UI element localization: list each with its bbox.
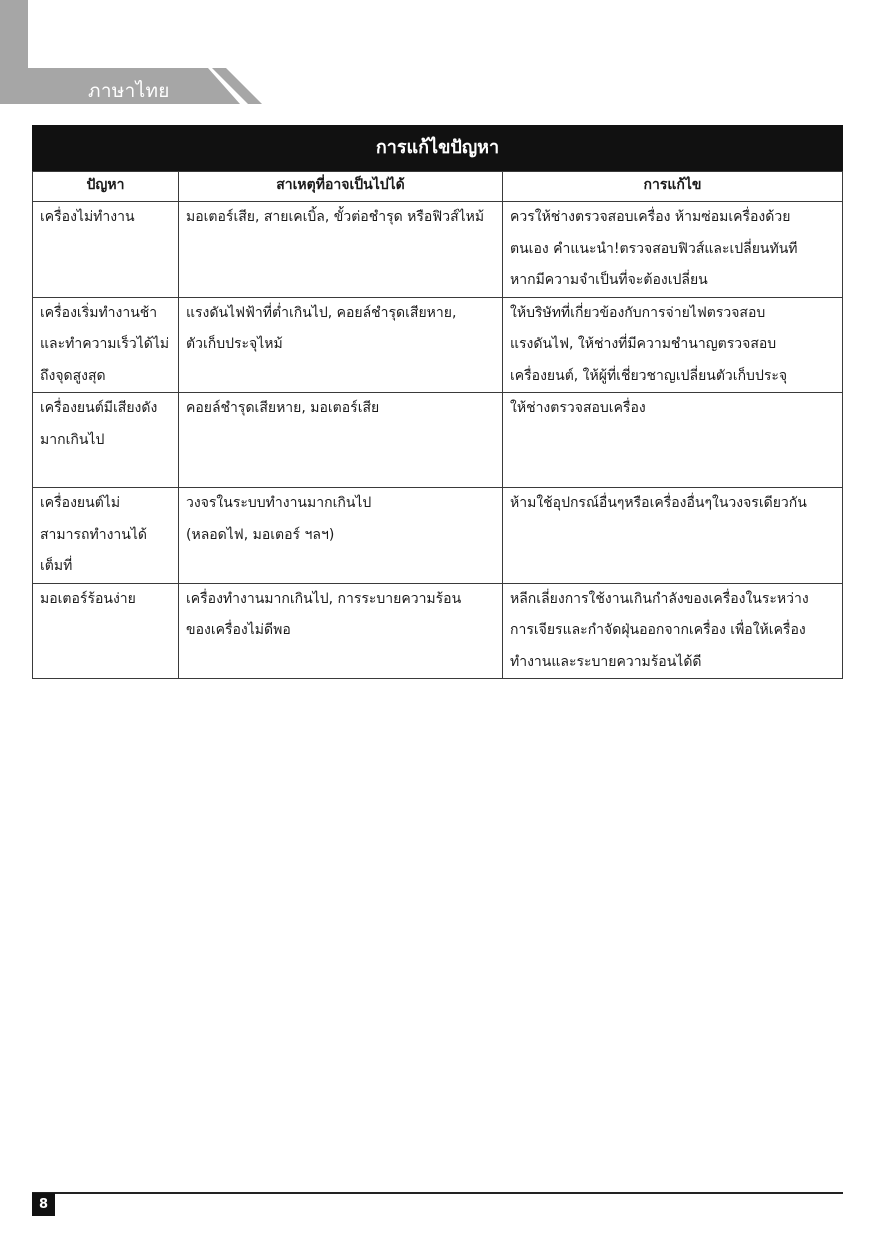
solution-text: การเจียรและกำจัดฝุ่นออกจากเครื่อง เพื่อให้เครื่อง	[510, 622, 806, 638]
solution-text: ให้ช่างตรวจสอบเครื่อง	[510, 400, 646, 416]
cause-text: แรงดันไฟฟ้าที่ต่ำเกินไป, คอยล์ชำรุดเสียหาย,	[186, 304, 457, 321]
problem-cell	[33, 393, 179, 488]
cause-text: (หลอดไฟ, มอเตอร์ ฯลฯ)	[186, 526, 335, 543]
solution-text: เครื่องยนต์, ให้ผู้ที่เชี่ยวชาญเปลี่ยนตัวเก็บประจุ	[510, 367, 788, 384]
cause-text: ตัวเก็บประจุไหม้	[186, 336, 283, 352]
cause-cell	[179, 393, 503, 488]
cause-cell	[179, 583, 503, 679]
solution-text: ให้บริษัทที่เกี่ยวข้องกับการจ่ายไฟตรวจสอบ	[510, 304, 766, 321]
solution-cell	[503, 297, 843, 393]
problem-text: มอเตอร์ร้อนง่าย	[40, 590, 136, 607]
table-row	[33, 488, 843, 584]
troubleshooting-table-section	[32, 125, 843, 679]
solution-cell	[503, 583, 843, 679]
table-row	[33, 393, 843, 488]
cause-text: มอเตอร์เสีย, สายเคเบิ้ล, ขั้วต่อชำรุด หรือฟิวส์ไหม้	[186, 209, 485, 225]
problem-cell	[33, 297, 179, 393]
problem-text: เครื่องเริ่มทำงานช้า	[40, 304, 158, 321]
solution-text: ควรให้ช่างตรวจสอบเครื่อง ห้ามซ่อมเครื่องด้วย	[510, 209, 791, 225]
solution-text: หลีกเลี่ยงการใช้งานเกินกำลังของเครื่องในระหว่าง	[510, 590, 809, 607]
problem-cell	[33, 202, 179, 298]
solution-cell	[503, 393, 843, 488]
problem-cell	[33, 583, 179, 679]
table-row	[33, 297, 843, 393]
table-header-row	[33, 172, 843, 202]
cause-text: คอยล์ชำรุดเสียหาย, มอเตอร์เสีย	[186, 400, 380, 416]
table-row	[33, 202, 843, 298]
problem-text: มากเกินไป	[40, 431, 105, 448]
problem-text: เต็มที่	[40, 558, 73, 574]
problem-text: เครื่องยนต์มีเสียงดัง	[40, 400, 158, 416]
solution-text: ทำงานและระบายความร้อนได้ดี	[510, 653, 702, 670]
solution-text: แรงดันไฟ, ให้ช่างที่มีความชำนาญตรวจสอบ	[510, 336, 777, 352]
page-number: 8	[32, 1193, 55, 1216]
cause-cell	[179, 488, 503, 584]
language-label: ภาษาไทย	[88, 80, 170, 102]
problem-text: และทำความเร็วได้ไม่	[40, 336, 170, 352]
table-row	[33, 583, 843, 679]
column-header-problem: ปัญหา	[33, 172, 179, 202]
solution-cell	[503, 202, 843, 298]
cause-text: ของเครื่องไม่ดีพอ	[186, 622, 291, 638]
solution-cell	[503, 488, 843, 584]
cause-text: เครื่องทำงานมากเกินไป, การระบายความร้อน	[186, 590, 462, 607]
problem-text: ถึงจุดสูงสุด	[40, 367, 106, 384]
column-header-solution: การแก้ไข	[503, 172, 843, 202]
problem-text: เครื่องยนต์ไม่	[40, 495, 121, 511]
column-header-cause: สาเหตุที่อาจเป็นไปได้	[179, 172, 503, 202]
table-title: การแก้ไขปัญหา	[32, 125, 843, 171]
problem-cell	[33, 488, 179, 584]
problem-text: สามารถทำงานได้	[40, 526, 147, 543]
solution-text: ตนเอง คำแนะนำ!ตรวจสอบฟิวส์และเปลี่ยนทันที	[510, 240, 798, 257]
solution-text: ห้ามใช้อุปกรณ์อื่นๆหรือเครื่องอื่นๆในวงจรเดียวกัน	[510, 495, 807, 511]
problem-text: เครื่องไม่ทำงาน	[40, 209, 135, 225]
solution-text: หากมีความจำเป็นที่จะต้องเปลี่ยน	[510, 272, 708, 288]
cause-cell	[179, 297, 503, 393]
footer-divider	[32, 1192, 843, 1194]
cause-text: วงจรในระบบทำงานมากเกินไป	[186, 495, 372, 511]
cause-cell	[179, 202, 503, 298]
troubleshooting-table	[32, 171, 843, 679]
